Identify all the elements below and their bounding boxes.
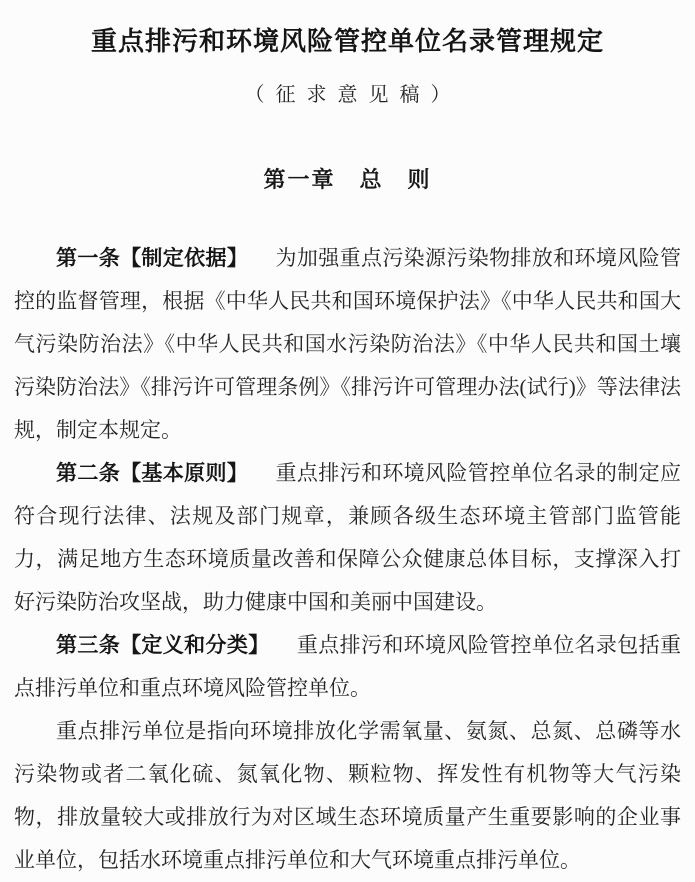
article-2-text: 重点排污和环境风险管控单位名录的制定应符合现行法律、法规及部门规章，兼顾各级生态环境主管部门监管能力，满足地方生态环境质量改善和保障公众健康总体目标，支撑深入打好污染防治攻坚战，助力健康中国和美丽中国建设。: [14, 460, 681, 614]
article-3-text: 重点排污和环境风险管控单位名录包括重点排污单位和重点环境风险管控单位。: [14, 632, 681, 700]
article-2-lead: 第二条【基本原则】: [56, 460, 249, 485]
article-1-text: 为加强重点污染源污染物排放和环境风险管控的监督管理，根据《中华人民共和国环境保护法》《中华人民共和国大气污染防治法》《中华人民共和国水污染防治法》《中华人民共和国土壤污染防治法》《排污许可管理条例》《排污许可管理办法(试行)》等法律法规，制定本规定。: [14, 245, 681, 442]
paragraph-article-3: [14, 624, 681, 710]
document-body: [14, 237, 681, 882]
article-3-lead: 第三条【定义和分类】: [56, 632, 270, 657]
document-subtitle: （征求意见稿）: [244, 83, 462, 106]
paragraph-article-2: [14, 452, 681, 624]
paragraph-definition-text: 重点排污单位是指向环境排放化学需氧量、氨氮、总氮、总磷等水污染物或者二氧化硫、氮氧化物、颗粒物、挥发性有机物等大气污染物，排放量较大或排放行为对区域生态环境质量产生重要影响的企业事业单位，包括水环境重点排污单位和大气环境重点排污单位。: [14, 718, 681, 872]
paragraph-definition: [14, 710, 681, 882]
paragraph-article-1: [14, 237, 681, 452]
document-title: 重点排污和环境风险管控单位名录管理规定: [90, 27, 604, 56]
chapter-heading: 第一章 总 则: [263, 166, 432, 192]
article-1-lead: 第一条【制定依据】: [56, 245, 249, 270]
